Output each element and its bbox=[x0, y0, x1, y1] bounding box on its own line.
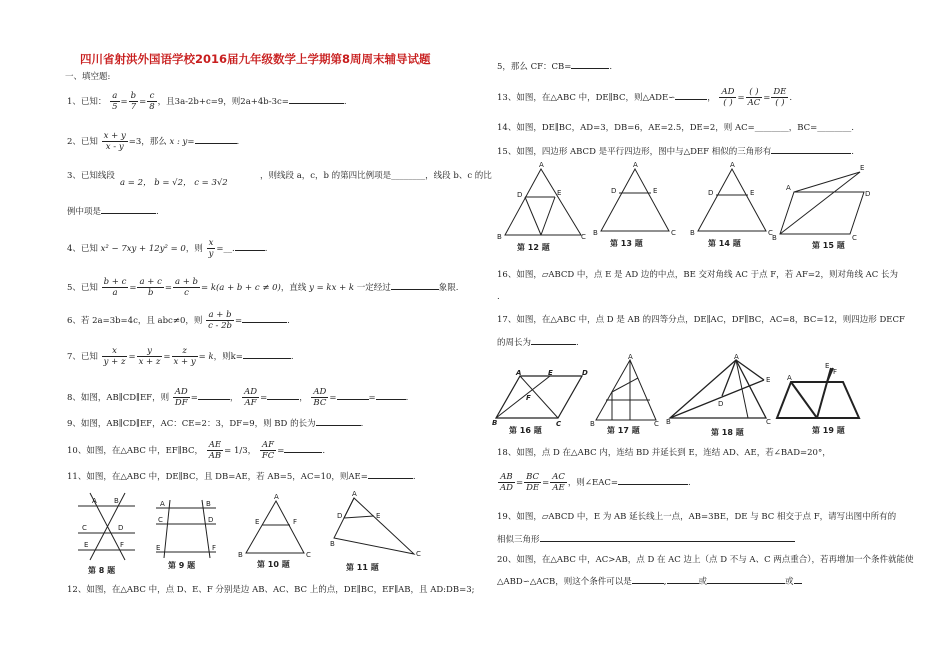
label-E: E bbox=[557, 189, 562, 197]
page-title: 四川省射洪外国语学校2016届九年级数学上学期第8周周末辅导试题 bbox=[80, 52, 431, 66]
label-A: A bbox=[92, 497, 97, 505]
label-B: B bbox=[666, 418, 671, 426]
label-C: C bbox=[82, 524, 87, 532]
label-A: A bbox=[787, 374, 792, 382]
label-C: C bbox=[556, 420, 562, 428]
label-E: E bbox=[750, 189, 755, 197]
label-E: E bbox=[156, 544, 161, 552]
answer-blank[interactable] bbox=[243, 350, 291, 359]
question-20-line2: △ABD∽△ACB，则这个条件可以是 , 或 或 bbox=[497, 575, 802, 588]
caption-fig-12: 第 12 题 bbox=[517, 243, 550, 252]
answer-blank[interactable] bbox=[242, 314, 287, 323]
answer-blank[interactable] bbox=[707, 575, 785, 584]
label-D: D bbox=[865, 190, 871, 198]
label-B: B bbox=[590, 420, 595, 428]
caption-fig-8: 第 8 题 bbox=[88, 566, 116, 575]
label-D: D bbox=[337, 512, 343, 520]
label-F: F bbox=[526, 394, 531, 402]
question-17-line2: 的周长为 . bbox=[497, 338, 579, 348]
label-C: C bbox=[852, 234, 857, 242]
caption-fig-16: 第 16 题 bbox=[509, 426, 542, 435]
label-C: C bbox=[416, 550, 421, 558]
answer-blank[interactable] bbox=[376, 391, 406, 400]
figure-12 bbox=[495, 163, 585, 241]
caption-fig-19: 第 19 题 bbox=[812, 426, 845, 435]
label-C: C bbox=[654, 420, 659, 428]
question-13: 13、如图，在△ABC 中，DE∥BC，则△ADE∽ ， $\frac{AD}{( )}$ = $\frac{( )}{AC}$ = $\frac{DE}{( )}$ . bbox=[497, 87, 793, 108]
question-16-line2: . bbox=[497, 292, 500, 302]
answer-blank[interactable] bbox=[531, 336, 576, 345]
question-19: 19、如图，▱ABCD 中，E 为 AB 延长线上一点，AB=3BE，DE 与 BC 相交于点 F，请写出图中所有的 bbox=[497, 512, 897, 522]
question-2: 2、已知 $\frac{x + y}{x - y}$ =3，那么 x : y= . bbox=[67, 131, 240, 152]
question-5: 5、已知 $\frac{b + c}{a}$ = $\frac{a + c}{b}$ = $\frac{a + b}{c}$ = k(a + b + c ≠ 0)，直线 y = kx + k 一定经过 象限. bbox=[67, 277, 459, 298]
label-E: E bbox=[255, 518, 260, 526]
label-E: E bbox=[548, 369, 553, 377]
label-E: E bbox=[825, 362, 830, 370]
label-F: F bbox=[120, 541, 125, 549]
label-D: D bbox=[517, 191, 523, 199]
label-C: C bbox=[671, 229, 676, 237]
question-3-tail: ，则线段 a，c，b 的第四比例项是________，线段 b、c 的比 bbox=[260, 171, 492, 181]
label-A: A bbox=[633, 161, 638, 169]
figure-13 bbox=[593, 163, 678, 235]
label-F: F bbox=[833, 368, 838, 376]
figure-17 bbox=[590, 353, 662, 428]
section-heading: 一、填空题: bbox=[65, 72, 111, 82]
figure-14 bbox=[690, 163, 775, 235]
question-19-line2: 相似三角形 bbox=[497, 533, 795, 546]
question-3: 3、已知线段 bbox=[67, 171, 115, 181]
answer-blank[interactable] bbox=[316, 417, 361, 426]
label-B: B bbox=[772, 234, 777, 242]
answer-blank[interactable] bbox=[632, 575, 664, 584]
label-D: D bbox=[582, 369, 588, 377]
figure-19 bbox=[773, 360, 868, 422]
answer-blank[interactable] bbox=[289, 95, 344, 104]
label-A: A bbox=[786, 184, 791, 192]
question-10: 10、如图，在△ABC 中，EF∥BC， $\frac{AE}{AB}$ = 1/3， $\frac{AF}{FC}$ = . bbox=[67, 440, 326, 461]
label-B: B bbox=[497, 233, 502, 241]
question-9: 9、如图，AB∥CD∥EF，AC：CE=2：3，DF=9，则 BD 的长为 . bbox=[67, 419, 364, 429]
label-A: A bbox=[539, 161, 544, 169]
label-E: E bbox=[84, 541, 89, 549]
question-8: 8、如图，AB∥CD∥EF，则 $\frac{AD}{DF}$ = ， $\frac{AD}{AF}$ = ， $\frac{AD}{BC}$ = = . bbox=[67, 387, 409, 408]
answer-blank[interactable] bbox=[571, 60, 609, 69]
figure-9 bbox=[152, 496, 222, 561]
question-12-continued: 5，那么 CF：CB= . bbox=[497, 62, 613, 72]
answer-blank[interactable] bbox=[284, 444, 322, 453]
answer-blank[interactable] bbox=[235, 242, 265, 251]
question-18: 18、如图，点 D 在△ABC 内，连结 BD 并延长到 E，连结 AD、AE，若∠BAD=20°， bbox=[497, 448, 831, 458]
label-B: B bbox=[206, 500, 211, 508]
question-6: 6、若 2a=3b=4c，且 abc≠0，则 $\frac{a + b}{c - 2b}$ = . bbox=[67, 310, 290, 331]
caption-fig-9: 第 9 题 bbox=[168, 561, 196, 570]
answer-blank[interactable] bbox=[337, 391, 369, 400]
label-A: A bbox=[274, 493, 279, 501]
answer-blank[interactable] bbox=[391, 281, 439, 290]
label-A: A bbox=[352, 490, 357, 498]
question-14: 14、如图，DE∥BC，AD=3，DB=6，AE=2.5，DE=2，则 AC=________，BC=________. bbox=[497, 123, 854, 133]
label-E: E bbox=[860, 164, 865, 172]
label-A: A bbox=[516, 369, 522, 377]
caption-fig-13: 第 13 题 bbox=[610, 239, 643, 248]
label-A: A bbox=[734, 353, 739, 361]
question-15: 15、如图，四边形 ABCD 是平行四边形，图中与△DEF 相似的三角形有 . bbox=[497, 147, 854, 157]
label-C: C bbox=[581, 233, 586, 241]
question-20: 20、如图，在△ABC 中，AC>AB，点 D 在 AC 边上（点 D 不与 A、C 两点重合），若再增加一个条件就能使 bbox=[497, 555, 914, 565]
figure-15 bbox=[772, 166, 872, 241]
caption-fig-14: 第 14 题 bbox=[708, 239, 741, 248]
label-E: E bbox=[376, 512, 381, 520]
label-D: D bbox=[208, 516, 214, 524]
question-4: 4、已知 x² − 7xy + 12y² = 0，则 $\frac{x}{y}$ =__. . bbox=[67, 238, 268, 259]
label-B: B bbox=[238, 551, 243, 559]
label-C: C bbox=[158, 516, 163, 524]
answer-blank[interactable] bbox=[675, 91, 707, 100]
label-D: D bbox=[708, 189, 714, 197]
label-F: F bbox=[212, 544, 217, 552]
label-D: D bbox=[611, 187, 617, 195]
question-16: 16、如图，▱ABCD 中，点 E 是 AD 边的中点，BE 交对角线 AC 于点 F，若 AF=2，则对角线 AC 长为 bbox=[497, 270, 898, 280]
label-B: B bbox=[492, 419, 498, 427]
label-D: D bbox=[118, 524, 124, 532]
figure-16 bbox=[492, 369, 588, 428]
label-C: C bbox=[768, 229, 773, 237]
question-7: 7、已知 $\frac{x}{y + z}$ = $\frac{y}{x + z}$ = $\frac{z}{x + y}$ = k，则k= . bbox=[67, 346, 294, 367]
question-11: 11、如图，在△ABC 中，DE∥BC，且 DB=AE，若 AB=5，AC=10，则AE= . bbox=[67, 472, 416, 482]
caption-fig-15: 第 15 题 bbox=[812, 241, 845, 250]
question-12: 12、如图，在△ABC 中，点 D、E、F 分别是边 AB、AC、BC 上的点，DE∥BC，EF∥AB，且 AD:DB=3; bbox=[67, 585, 475, 595]
question-18-line2: $\frac{AB}{AD}$ = $\frac{BC}{DE}$ = $\frac{AC}{AE}$ ，则∠EAC= . bbox=[500, 472, 691, 493]
question-1: 1、已知： $\frac{a}{5}$ = $\frac{b}{7}$ = $\frac{c}{8}$ ，且3a-2b+c=9，则2a+4b-3c= . bbox=[67, 91, 347, 112]
answer-blank[interactable] bbox=[618, 476, 688, 485]
answer-blank[interactable] bbox=[667, 575, 699, 584]
label-B: B bbox=[114, 497, 119, 505]
label-B: B bbox=[690, 229, 695, 237]
answer-blank[interactable] bbox=[198, 391, 230, 400]
answer-blank[interactable] bbox=[368, 470, 413, 479]
figure-18 bbox=[666, 353, 776, 426]
label-B: B bbox=[330, 540, 335, 548]
label-E: E bbox=[766, 376, 771, 384]
label-C: C bbox=[306, 551, 311, 559]
answer-blank[interactable] bbox=[101, 205, 156, 214]
question-3-line2: 例中项是 . bbox=[67, 207, 159, 217]
label-D: D bbox=[718, 400, 724, 408]
answer-blank[interactable] bbox=[794, 575, 802, 584]
answer-blank[interactable] bbox=[540, 533, 795, 542]
caption-fig-17: 第 17 题 bbox=[607, 426, 640, 435]
caption-fig-11: 第 11 题 bbox=[346, 563, 379, 572]
label-B: B bbox=[593, 229, 598, 237]
figure-10 bbox=[238, 495, 313, 560]
answer-blank[interactable] bbox=[195, 135, 237, 144]
label-F: F bbox=[293, 518, 298, 526]
figure-11 bbox=[330, 490, 420, 560]
label-A: A bbox=[730, 161, 735, 169]
question-3-condition: a = 2， b = √2， c = 3√2 bbox=[120, 178, 228, 188]
caption-fig-10: 第 10 题 bbox=[257, 560, 290, 569]
label-E: E bbox=[653, 187, 658, 195]
label-C: C bbox=[766, 418, 771, 426]
figure-8 bbox=[70, 488, 140, 563]
label-A: A bbox=[160, 500, 165, 508]
question-17: 17、如图，在△ABC 中，点 D 是 AB 的四等分点，DE∥AC，DF∥BC，AC=8，BC=12，则四边形 DECF bbox=[497, 315, 905, 325]
answer-blank[interactable] bbox=[771, 145, 851, 154]
label-A: A bbox=[628, 353, 633, 361]
caption-fig-18: 第 18 题 bbox=[711, 428, 744, 437]
answer-blank[interactable] bbox=[267, 391, 299, 400]
